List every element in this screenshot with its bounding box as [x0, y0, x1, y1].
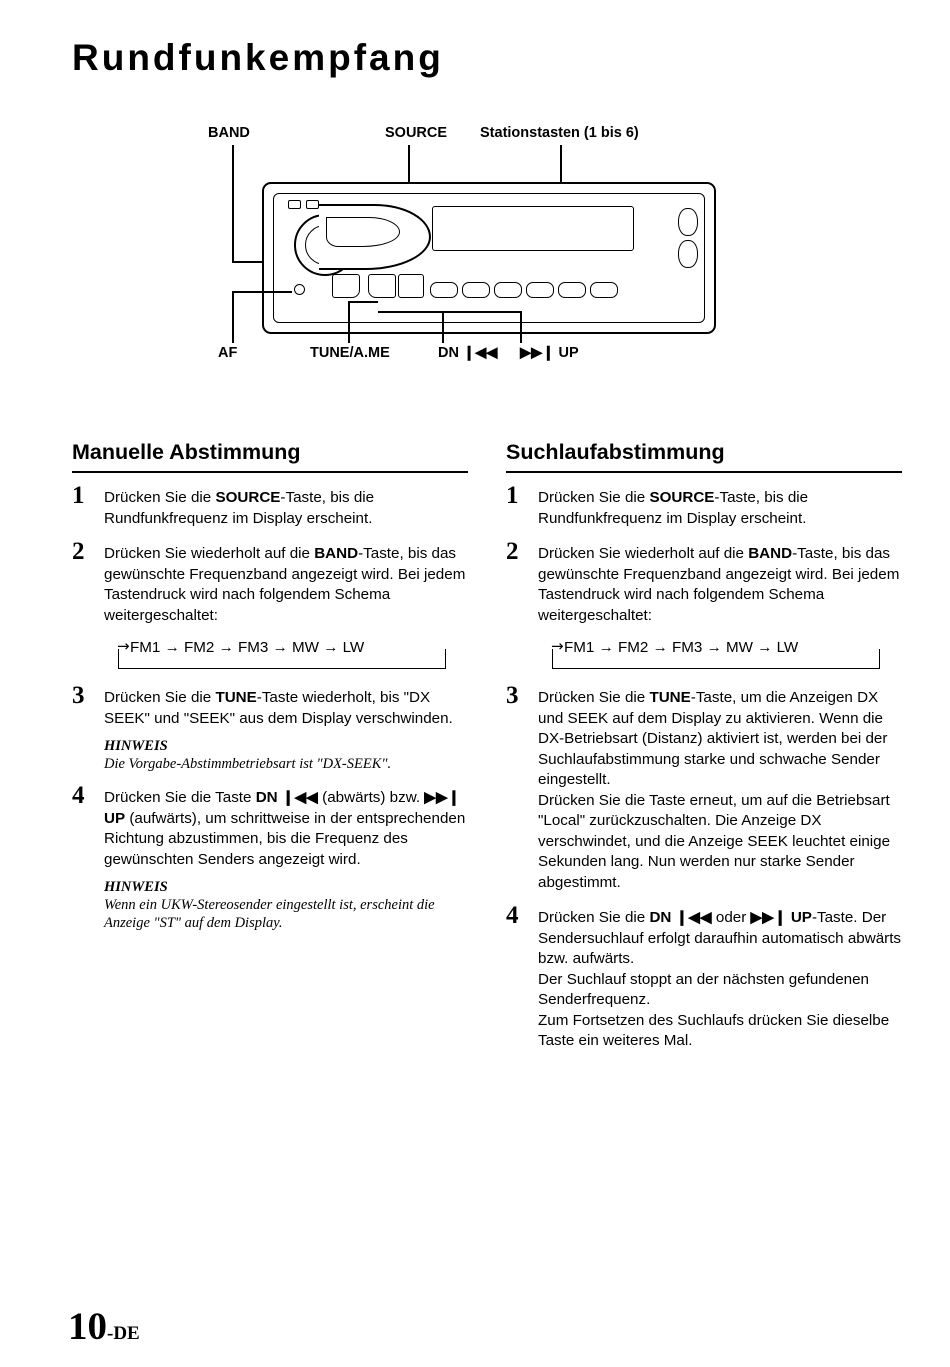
callout-band-label: BAND [208, 125, 250, 141]
step-text: Drücken Sie die Taste DN ❙◀◀ (abwärts) bzw. ▶▶❙ UP (aufwärts), um schrittweise in der entsprechenden Richtung abzustimmen, bis die Frequenz des gewünschten Senders angezeigt wird. [104, 789, 466, 868]
step-text: Drücken Sie die SOURCE-Taste, bis die Rundfunkfrequenz im Display erscheint. [538, 489, 809, 527]
leader-tune-vertical [348, 301, 350, 343]
page-title-wrap [72, 36, 572, 80]
step-text: Drücken Sie die SOURCE-Taste, bis die Rundfunkfrequenz im Display erscheint. [104, 489, 375, 527]
band-loop-arrow-icon: → [117, 637, 130, 655]
right-button-lower [678, 240, 698, 268]
step-number: 2 [506, 538, 519, 565]
leader-dn-vertical [442, 311, 444, 343]
step-text: Drücken Sie die TUNE-Taste wiederholt, bis "DX SEEK" und "SEEK" aus dem Display verschwinden. [104, 689, 453, 727]
right-button-upper [678, 208, 698, 236]
leader-up-horizontal [442, 311, 520, 313]
step-text: Drücken Sie wiederholt auf die BAND-Taste, bis das gewünschte Frequenzband angezeigt wird. Bei jedem Tastendruck wird nach folgendem Schema weitergeschaltet: [538, 545, 900, 624]
step-text: Drücken Sie wiederholt auf die BAND-Taste, bis das gewünschte Frequenzband angezeigt wird. Bei jedem Tastendruck wird nach folgendem Schema weitergeschaltet: [104, 545, 466, 624]
leader-up-vertical [520, 311, 522, 343]
band-sequence-diagram [118, 639, 458, 673]
section-heading: Suchlaufabstimmung [506, 440, 902, 473]
step-number: 4 [72, 782, 85, 809]
faceplate-swoosh-inner [326, 217, 400, 247]
faceplate-button-1 [288, 200, 301, 209]
step-item [506, 902, 902, 1052]
note-title: HINWEIS [104, 738, 168, 754]
preset-button-6 [590, 282, 618, 298]
step-item [506, 538, 902, 673]
callout-up-label: ▶▶❙ UP [520, 345, 579, 361]
preset-button-5 [558, 282, 586, 298]
section-heading: Manuelle Abstimmung [72, 440, 468, 473]
callout-source-label: SOURCE [385, 125, 448, 141]
step-number: 3 [506, 682, 519, 709]
note-title: HINWEIS [104, 879, 168, 895]
step-item [72, 782, 468, 932]
up-button [398, 274, 424, 298]
step-item [72, 482, 468, 529]
step-number: 4 [506, 902, 519, 929]
step-number: 1 [506, 482, 519, 509]
page-title: Rundfunkempfang [72, 37, 444, 78]
preset-button-2 [462, 282, 490, 298]
step-item [506, 482, 902, 529]
band-loop-arrow-icon: → [551, 637, 564, 655]
leader-af-vertical [232, 291, 234, 343]
note-body: Die Vorgabe-Abstimmbetriebsart ist "DX-SEEK". [104, 756, 392, 772]
section-manuelle-abstimmung [72, 440, 468, 932]
band-loop-line [118, 649, 446, 669]
band-sequence-text: FM1 → FM2 → FM3 → MW → LW [130, 639, 365, 656]
step-number: 2 [72, 538, 85, 565]
af-button [294, 284, 305, 295]
note-body: Wenn ein UKW-Stereosender eingestellt ist, erscheint die Anzeige "ST" auf dem Display. [104, 897, 435, 931]
callout-presets-label: Stationstasten (1 bis 6) [480, 125, 639, 141]
preset-button-4 [526, 282, 554, 298]
preset-button-1 [430, 282, 458, 298]
dn-button [368, 274, 396, 298]
leader-af-horizontal [232, 291, 292, 293]
folio-suffix: -DE [107, 1323, 140, 1344]
leader-dn-horizontal [378, 311, 442, 313]
step-text: Drücken Sie die DN ❙◀◀ oder ▶▶❙ UP-Taste. Der Sendersuchlauf erfolgt daraufhin automatisch abwärts bzw. aufwärts. Der Suchlauf stoppt an der nächsten gefundenen Senderfrequenz. Zum Fortsetzen des Suchlaufs drücken Sie dieselbe Taste ein weiteres Mal. [538, 909, 902, 1049]
step-item [72, 682, 468, 773]
page-folio [68, 1304, 140, 1349]
tune-ame-button [332, 274, 360, 298]
callout-dn-label: DN ❙◀◀ [438, 345, 498, 361]
step-item [506, 682, 902, 893]
step-number: 1 [72, 482, 85, 509]
band-loop-line [552, 649, 880, 669]
folio-number: 10 [68, 1305, 107, 1348]
preset-button-3 [494, 282, 522, 298]
callout-af-label: AF [218, 345, 238, 361]
callout-tune-label: TUNE/A.ME [310, 345, 390, 361]
display-window [432, 206, 634, 251]
head-unit-diagram [180, 125, 780, 385]
section-suchlaufabstimmung [506, 440, 902, 1052]
leader-band-vertical [232, 145, 234, 262]
step-text: Drücken Sie die TUNE-Taste, um die Anzeigen DX und SEEK auf dem Display zu aktivieren. Wenn die DX-Betriebsart (Distanz) aktiviert ist, werden bei der Suchlaufabstimmung starke und schwache Sender eingestellt. Drücken Sie die Taste erneut, um auf die Betriebsart "Local" zurückzuschalten. Die Anzeige DX verschwindet, und die Anzeige SEEK leuchtet einige Sekunden lang. Nun werden nur starke Sender abgestimmt. [538, 689, 891, 891]
band-sequence-text: FM1 → FM2 → FM3 → MW → LW [564, 639, 799, 656]
step-item [72, 538, 468, 673]
faceplate-button-2 [306, 200, 319, 209]
band-sequence-diagram [552, 639, 892, 673]
leader-tune-horizontal [348, 301, 378, 303]
step-number: 3 [72, 682, 85, 709]
